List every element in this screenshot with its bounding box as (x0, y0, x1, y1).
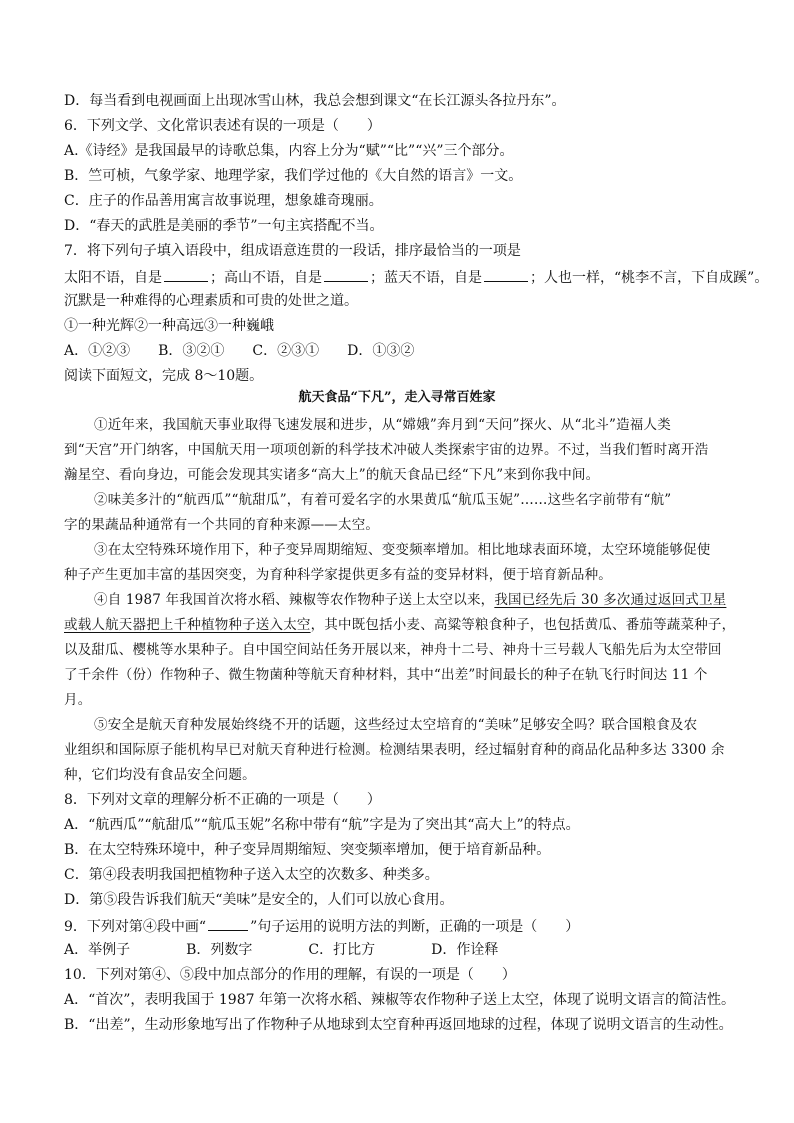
q6-option-b: B．竺可桢，气象学家、地理学家，我们学过他的《大自然的语言》一文。 (64, 168, 523, 184)
q6-option-a: A.《诗经》是我国最早的诗歌总集，内容上分为“赋”“比”“兴”三个部分。 (64, 143, 514, 159)
q8-option-b: B．在太空特殊环境中，种子变异周期缩短、突变频率增加，便于培育新品种。 (64, 842, 551, 858)
para1-line3: 瀚星空、看向身边，可能会发现其实诸多“高大上”的航天食品已经“下凡”来到你我中间。 (64, 467, 600, 483)
q8-option-d: D．第⑤段告诉我们航天“美味”是安全的，人们可以放心食用。 (64, 892, 454, 908)
q10-option-b: B．“出差”，生动形象地写出了作物种子从地球到太空育种再返回地球的过程，体现了说明文语言的生动性。 (64, 1017, 733, 1033)
para4-line2: 或载人航天器把上千种植物种子送入太空，其中既包括小麦、高粱等粮食种子，也包括黄瓜、番茄等蔬菜种子， (64, 617, 736, 633)
answer-blank (484, 267, 528, 282)
para4-line3: 以及甜瓜、樱桃等水果种子。自中国空间站任务开展以来，神舟十二号、神舟十三号载人飞船先后为太空带回 (64, 642, 722, 658)
q9-options: A．举例子 B．列数字 C．打比方 D．作诠释 (64, 942, 499, 958)
option-d-prev: D．每当看到电视画面上出现冰雪山林，我总会想到课文“在长江源头各拉丹东”。 (64, 93, 566, 109)
para5-line1: ⑤安全是航天育种发展始终绕不开的话题，这些经过太空培育的“美味”足够安全吗？联合国粮食及农 (94, 717, 698, 733)
q7-passage-line2: 沉默是一种难得的心理素质和可贵的处世之道。 (64, 293, 358, 309)
article-title: 航天食品“下凡”，走入寻常百姓家 (298, 390, 496, 405)
para3-line2: 种子产生更加丰富的基因突变，为育种科学家提供更多有益的变异材料，便于培育新品种。 (64, 567, 612, 583)
question-8: 8．下列对文章的理解分析不正确的一项是（ ） (64, 792, 381, 808)
q8-option-a: A．“航西瓜”“航甜瓜”“航瓜玉妮”名称中带有“航”字是为了突出其“高大上”的特点。 (64, 817, 580, 833)
para1-line1: ①近年来，我国航天事业取得飞速发展和进步，从“嫦娥”奔月到“天问”探火、从“北斗”造福人类 (94, 417, 671, 433)
q6-option-c: C．庄子的作品善用寓言故事说理，想象雄奇瑰丽。 (64, 193, 383, 209)
reading-intro: 阅读下面短文，完成 8～10题。 (64, 368, 264, 384)
para3-line1: ③在太空特殊环境作用下，种子变异周期缩短、变变频率增加。相比地球表面环境，太空环境能够促使 (94, 542, 711, 558)
para1-line2: 到“天宫”开门纳客，中国航天用一项项创新的科学技术冲破人类探索宇宙的边界。不过，当我们暂时离开浩 (64, 442, 709, 458)
question-10: 10．下列对第④、⑤段中加点部分的作用的理解，有误的一项是（ ） (64, 967, 516, 983)
underline-marker (208, 916, 248, 931)
answer-blank (164, 267, 208, 282)
question-7: 7．将下列句子填入语段中，组成语意连贯的一段话，排序最恰当的一项是 (64, 243, 521, 259)
answer-blank (324, 267, 368, 282)
question-6: 6．下列文学、文化常识表述有误的一项是（ ） (64, 118, 381, 134)
question-9: 9．下列对第④段中画“ ”句子运用的说明方法的判断，正确的一项是（ ） (64, 916, 754, 936)
para4-line1: ④自 1987 年我国首次将水稻、辣椒等农作物种子送上太空以来，我国已经先后 30 多次通过返回式卫星 (94, 592, 727, 608)
q7-seg1: 太阳不语，自是 (64, 270, 162, 286)
q7-seg2: ；高山不语，自是 (210, 270, 322, 286)
q7-seg4: ；人也一样，“桃李不言，下自成蹊”。 (530, 270, 769, 286)
para2-line1: ②味美多汁的“航西瓜”“航甜瓜”，有着可爱名字的水果黄瓜“航瓜玉妮”……这些名字前带有“航” (94, 492, 672, 508)
para4-line4: 了千余件（份）作物种子、微生物菌种等航天育种材料，其中“出差”时间最长的种子在轨飞行时间达 11 个 (64, 667, 708, 683)
para4-line5: 月。 (64, 692, 92, 708)
para5-line3: 种，它们均没有食品安全问题。 (64, 767, 256, 783)
q7-passage-line1 (64, 267, 769, 287)
underlined-sentence: 我国已经先后 30 多次通过返回式卫星 (494, 592, 727, 608)
q10-option-a: A．“首次”，表明我国于 1987 年第一次将水稻、辣椒等农作物种子送上太空，体现了说明文语言的简洁性。 (64, 992, 735, 1008)
para2-line2: 字的果蔬品种通常有一个共同的育种来源——太空。 (64, 517, 380, 533)
para5-line2: 业组织和国际原子能机构早已对航天育种进行检测。检测结果表明，经过辐射育种的商品化品种多达 3300 余 (64, 742, 725, 758)
underlined-sentence-cont: 或载人航天器把上千种植物种子送入太空 (64, 617, 311, 633)
q7-options: A．①②③ B．③②① C．②③① D．①③② (64, 343, 415, 359)
q7-seg3: ；蓝天不语，自是 (370, 270, 482, 286)
q8-option-c: C．第④段表明我国把植物种子送入太空的次数多、种类多。 (64, 867, 439, 883)
q6-option-d: D．“春天的武胜是美丽的季节”一句主宾搭配不当。 (64, 218, 384, 234)
q7-items: ①一种光辉②一种高远③一种巍峨 (64, 318, 274, 334)
